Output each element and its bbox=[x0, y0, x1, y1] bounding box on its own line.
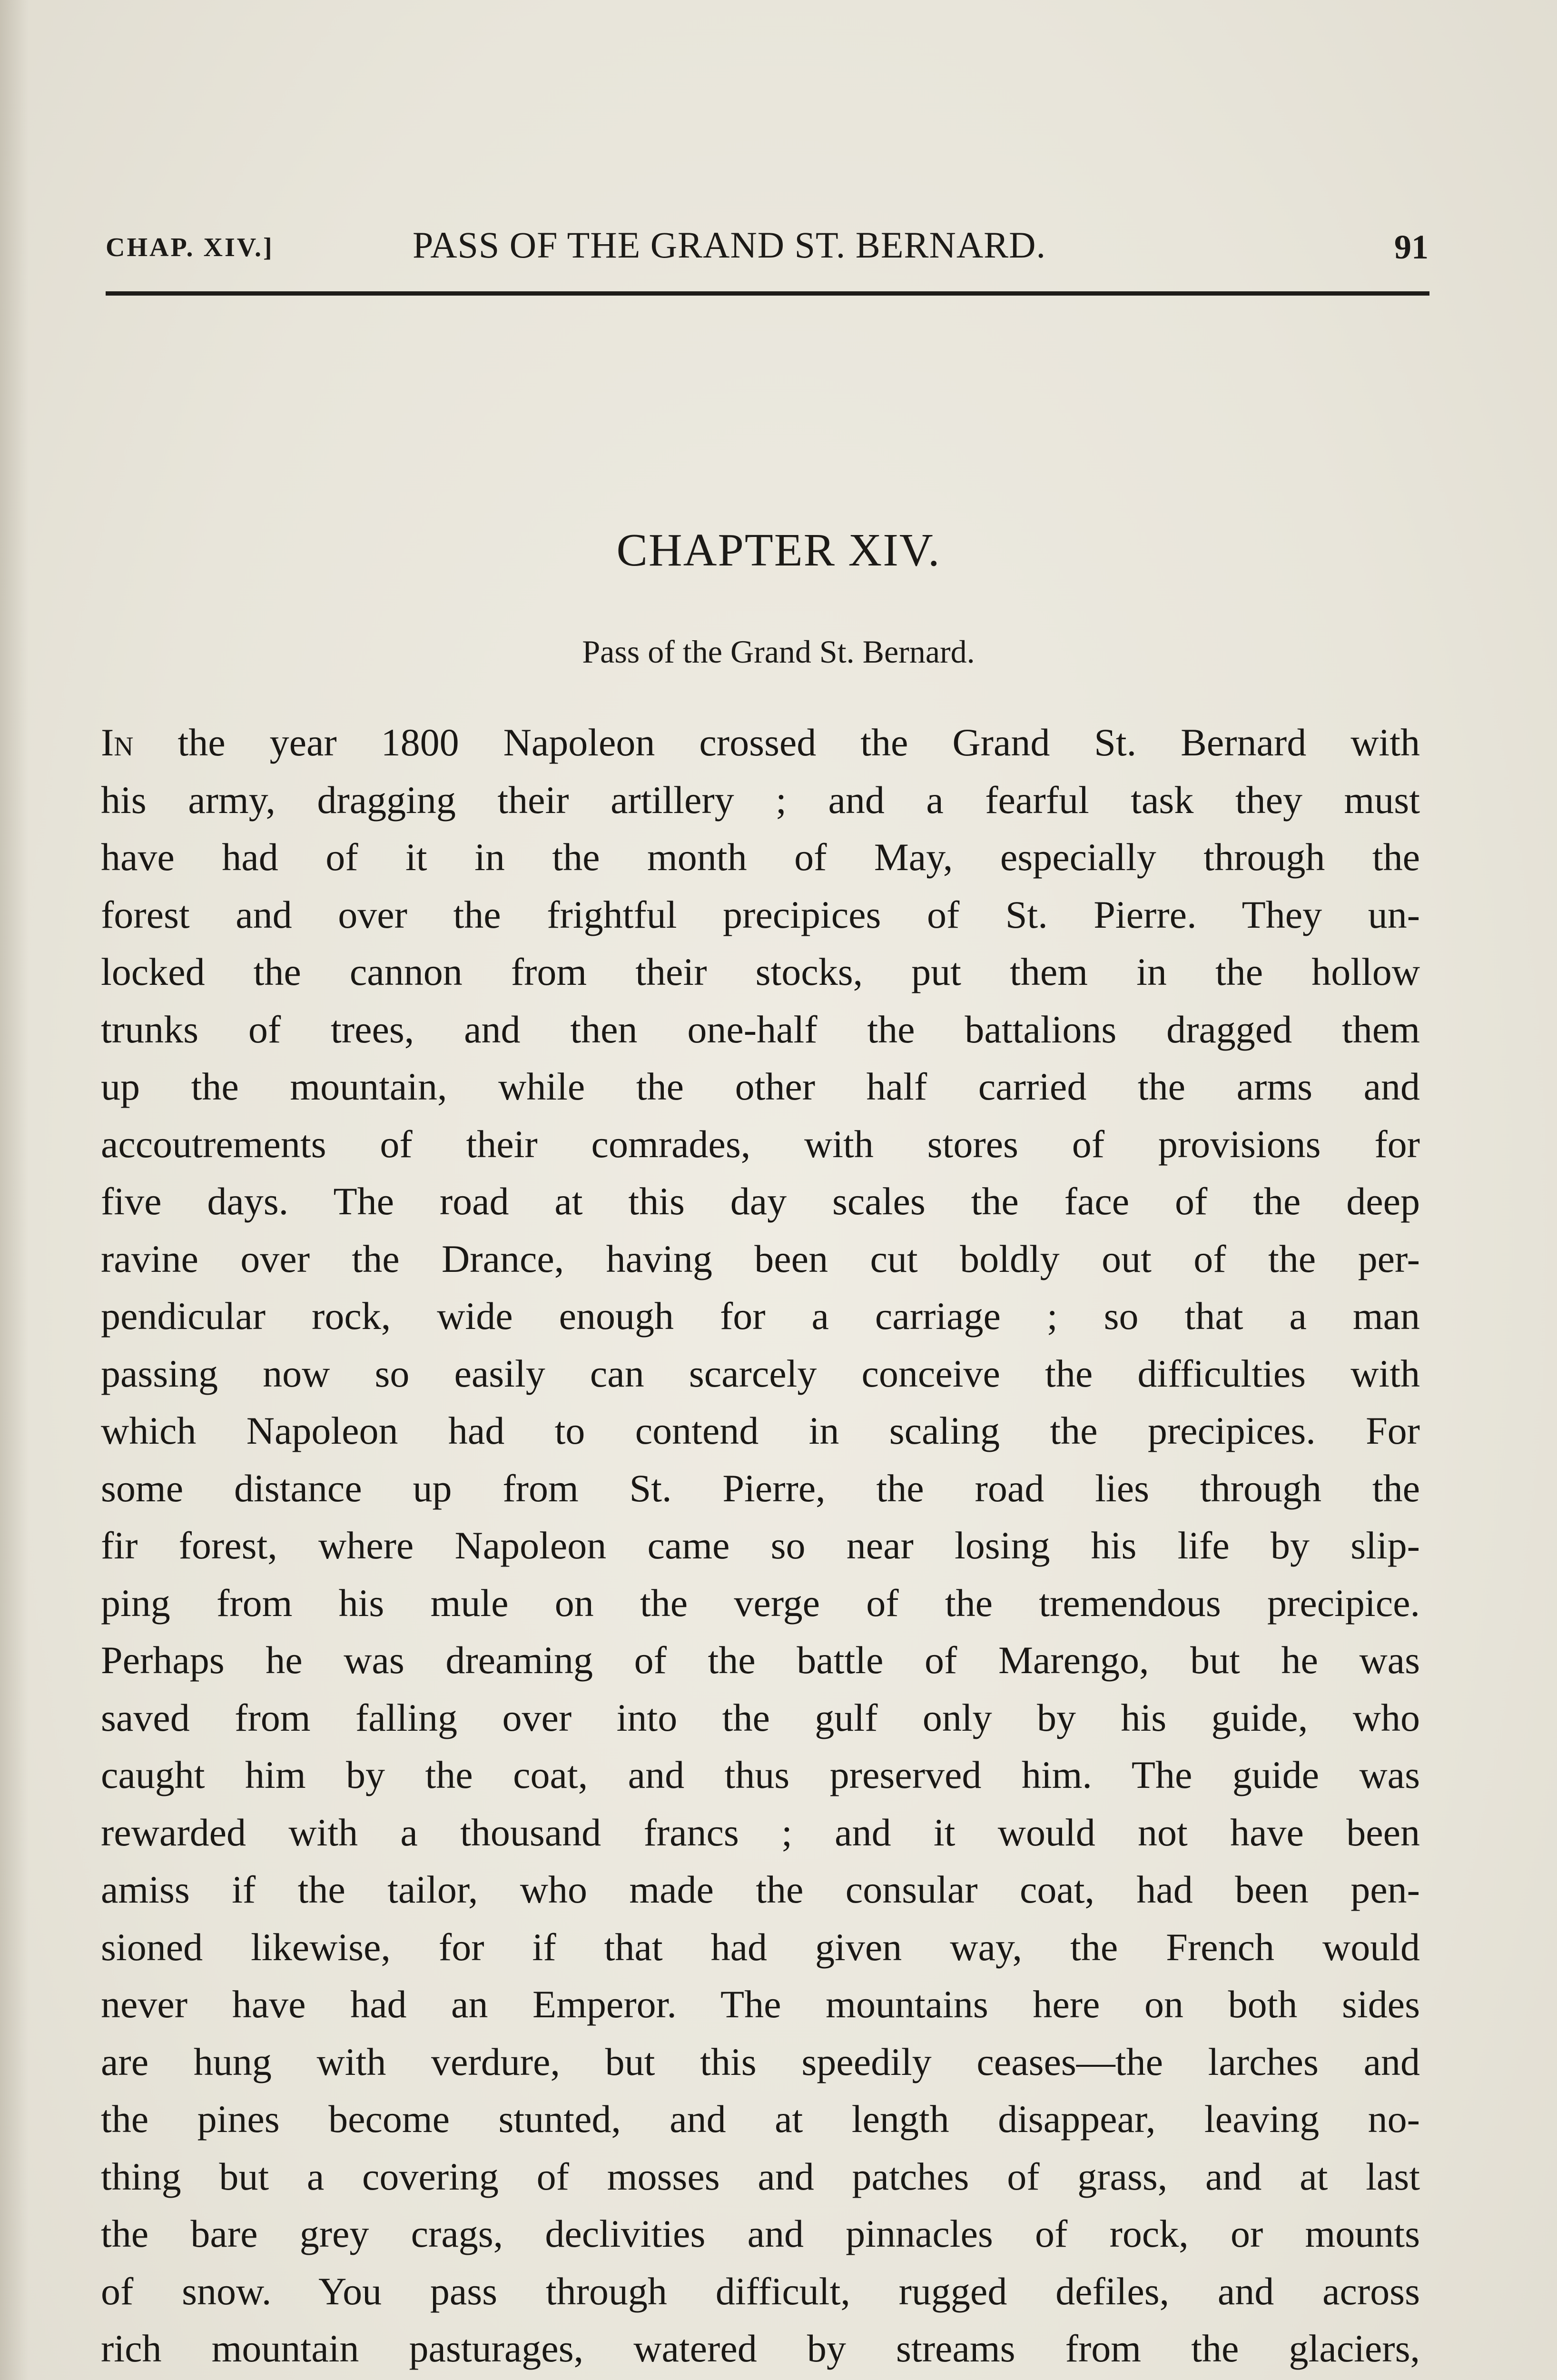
chapter-subtitle: Pass of the Grand St. Bernard. bbox=[582, 634, 975, 670]
running-head-chapter: CHAP. XIV.] bbox=[106, 233, 274, 262]
text-line: rich mountain pasturages, watered by streams from the glaciers, bbox=[101, 2327, 1420, 2370]
text-line: his army, dragging their artillery ; and a fearful task they must bbox=[101, 778, 1420, 822]
header-rule bbox=[106, 291, 1429, 296]
text-line: caught him by the coat, and thus preserved him. The guide was bbox=[101, 1753, 1420, 1796]
text-line: ravine over the Drance, having been cut boldly out of the per- bbox=[101, 1237, 1420, 1280]
text-line: pendicular rock, wide enough for a carriage ; so that a man bbox=[101, 1294, 1420, 1338]
text-line: locked the cannon from their stocks, put them in the hollow bbox=[101, 950, 1420, 993]
page-number: 91 bbox=[1394, 228, 1429, 266]
text-line: which Napoleon had to contend in scaling the precipices. For bbox=[101, 1409, 1420, 1452]
text-line: Perhaps he was dreaming of the battle of Marengo, but he was bbox=[101, 1638, 1420, 1682]
text-line-rest: the year 1800 Napoleon crossed the Grand St. Bernard with bbox=[133, 721, 1420, 764]
text-line: ping from his mule on the verge of the tremendous precipice. bbox=[101, 1581, 1420, 1625]
text-line: never have had an Emperor. The mountains here on both sides bbox=[101, 1983, 1420, 2026]
text-line: accoutrements of their comrades, with stores of provisions for bbox=[101, 1122, 1420, 1166]
text-line bbox=[101, 2378, 1420, 2380]
text-line: the bare grey crags, declivities and pinnacles of rock, or mounts bbox=[101, 2212, 1420, 2255]
text-line: amiss if the tailor, who made the consular coat, had been pen- bbox=[101, 1868, 1420, 1911]
drop-word: In bbox=[101, 721, 134, 764]
text-line: saved from falling over into the gulf only by his guide, who bbox=[101, 1696, 1420, 1739]
text-line: up the mountain, while the other half carried the arms and bbox=[101, 1065, 1420, 1108]
text-line: fir forest, where Napoleon came so near losing his life by slip- bbox=[101, 1524, 1420, 1567]
text-line: some distance up from St. Pierre, the road lies through the bbox=[101, 1466, 1420, 1510]
text-line bbox=[101, 714, 1420, 772]
chapter-heading: CHAPTER XIV. bbox=[616, 525, 941, 576]
text-line: trunks of trees, and then one-half the battalions dragged them bbox=[101, 1007, 1420, 1051]
text-line: rewarded with a thousand francs ; and it would not have been bbox=[101, 1810, 1420, 1854]
text-line: have had of it in the month of May, especially through the bbox=[101, 835, 1420, 879]
text-line: the pines become stunted, and at length disappear, leaving no- bbox=[101, 2097, 1420, 2141]
running-head bbox=[106, 224, 1429, 267]
text-line: thing but a covering of mosses and patches of grass, and at last bbox=[101, 2154, 1420, 2198]
running-head-title: PASS OF THE GRAND ST. BERNARD. bbox=[413, 224, 1046, 266]
text-line: five days. The road at this day scales the face of the deep bbox=[101, 1180, 1420, 1223]
text-line: forest and over the frightful precipices of St. Pierre. They un- bbox=[101, 892, 1420, 936]
body-paragraph bbox=[101, 714, 1420, 2380]
page-edge-shadow bbox=[0, 0, 29, 2380]
text-line: of snow. You pass through difficult, rugged defiles, and across bbox=[101, 2269, 1420, 2313]
text-line: passing now so easily can scarcely conceive the difficulties with bbox=[101, 1351, 1420, 1395]
text-line: sioned likewise, for if that had given way, the French would bbox=[101, 1925, 1420, 1969]
text-line: are hung with verdure, but this speedily ceases—the larches and bbox=[101, 2040, 1420, 2083]
